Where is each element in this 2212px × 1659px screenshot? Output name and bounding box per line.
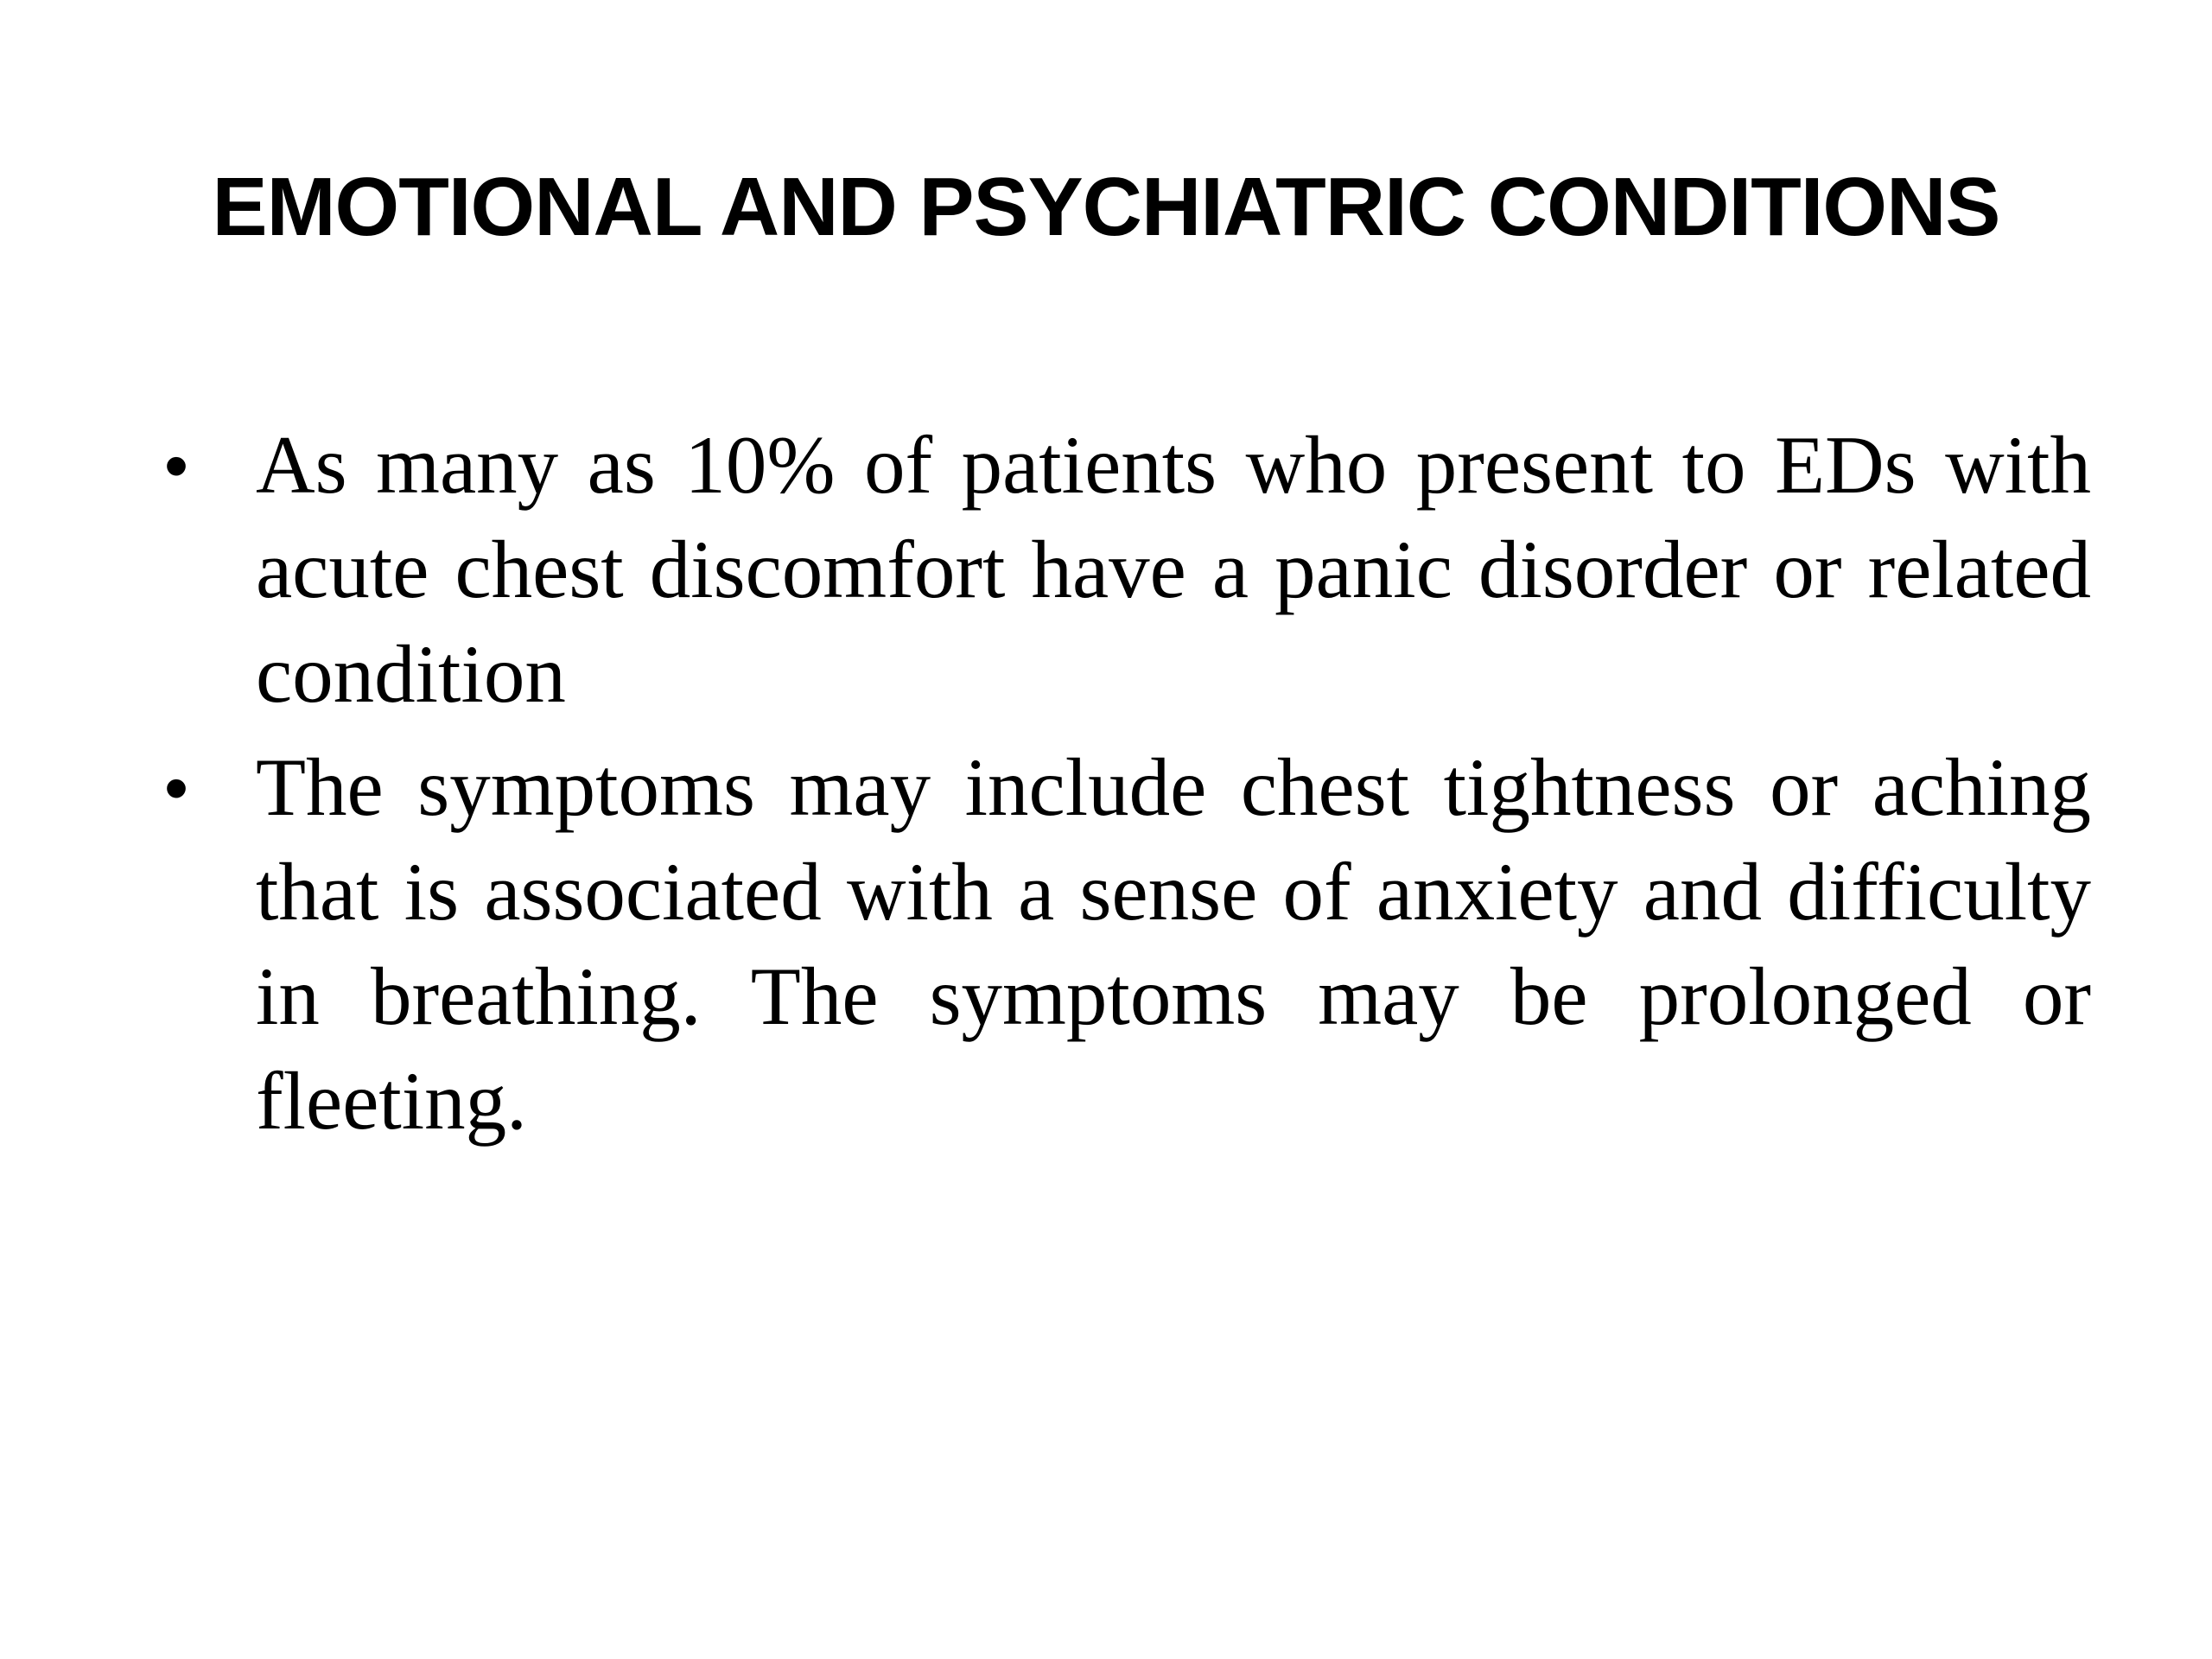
bullet-icon: • (164, 749, 189, 826)
bullet-list (164, 413, 2091, 1162)
bullet-item-panic-disorder (164, 413, 2091, 727)
bullet-text: The symptoms may include chest tightness or aching that is associated with a sense of anxiety and difficulty in breathing. The symptoms may be prolonged or fleeting. (256, 741, 2091, 1147)
bullet-icon: • (164, 427, 189, 504)
bullet-text: As many as 10% of patients who present to EDs with acute chest discomfort have a panic disorder or related condition (256, 419, 2091, 720)
slide-title: EMOTIONAL AND PSYCHIATRIC CONDITIONS (212, 161, 2000, 253)
bullet-item-symptoms (164, 735, 2091, 1154)
